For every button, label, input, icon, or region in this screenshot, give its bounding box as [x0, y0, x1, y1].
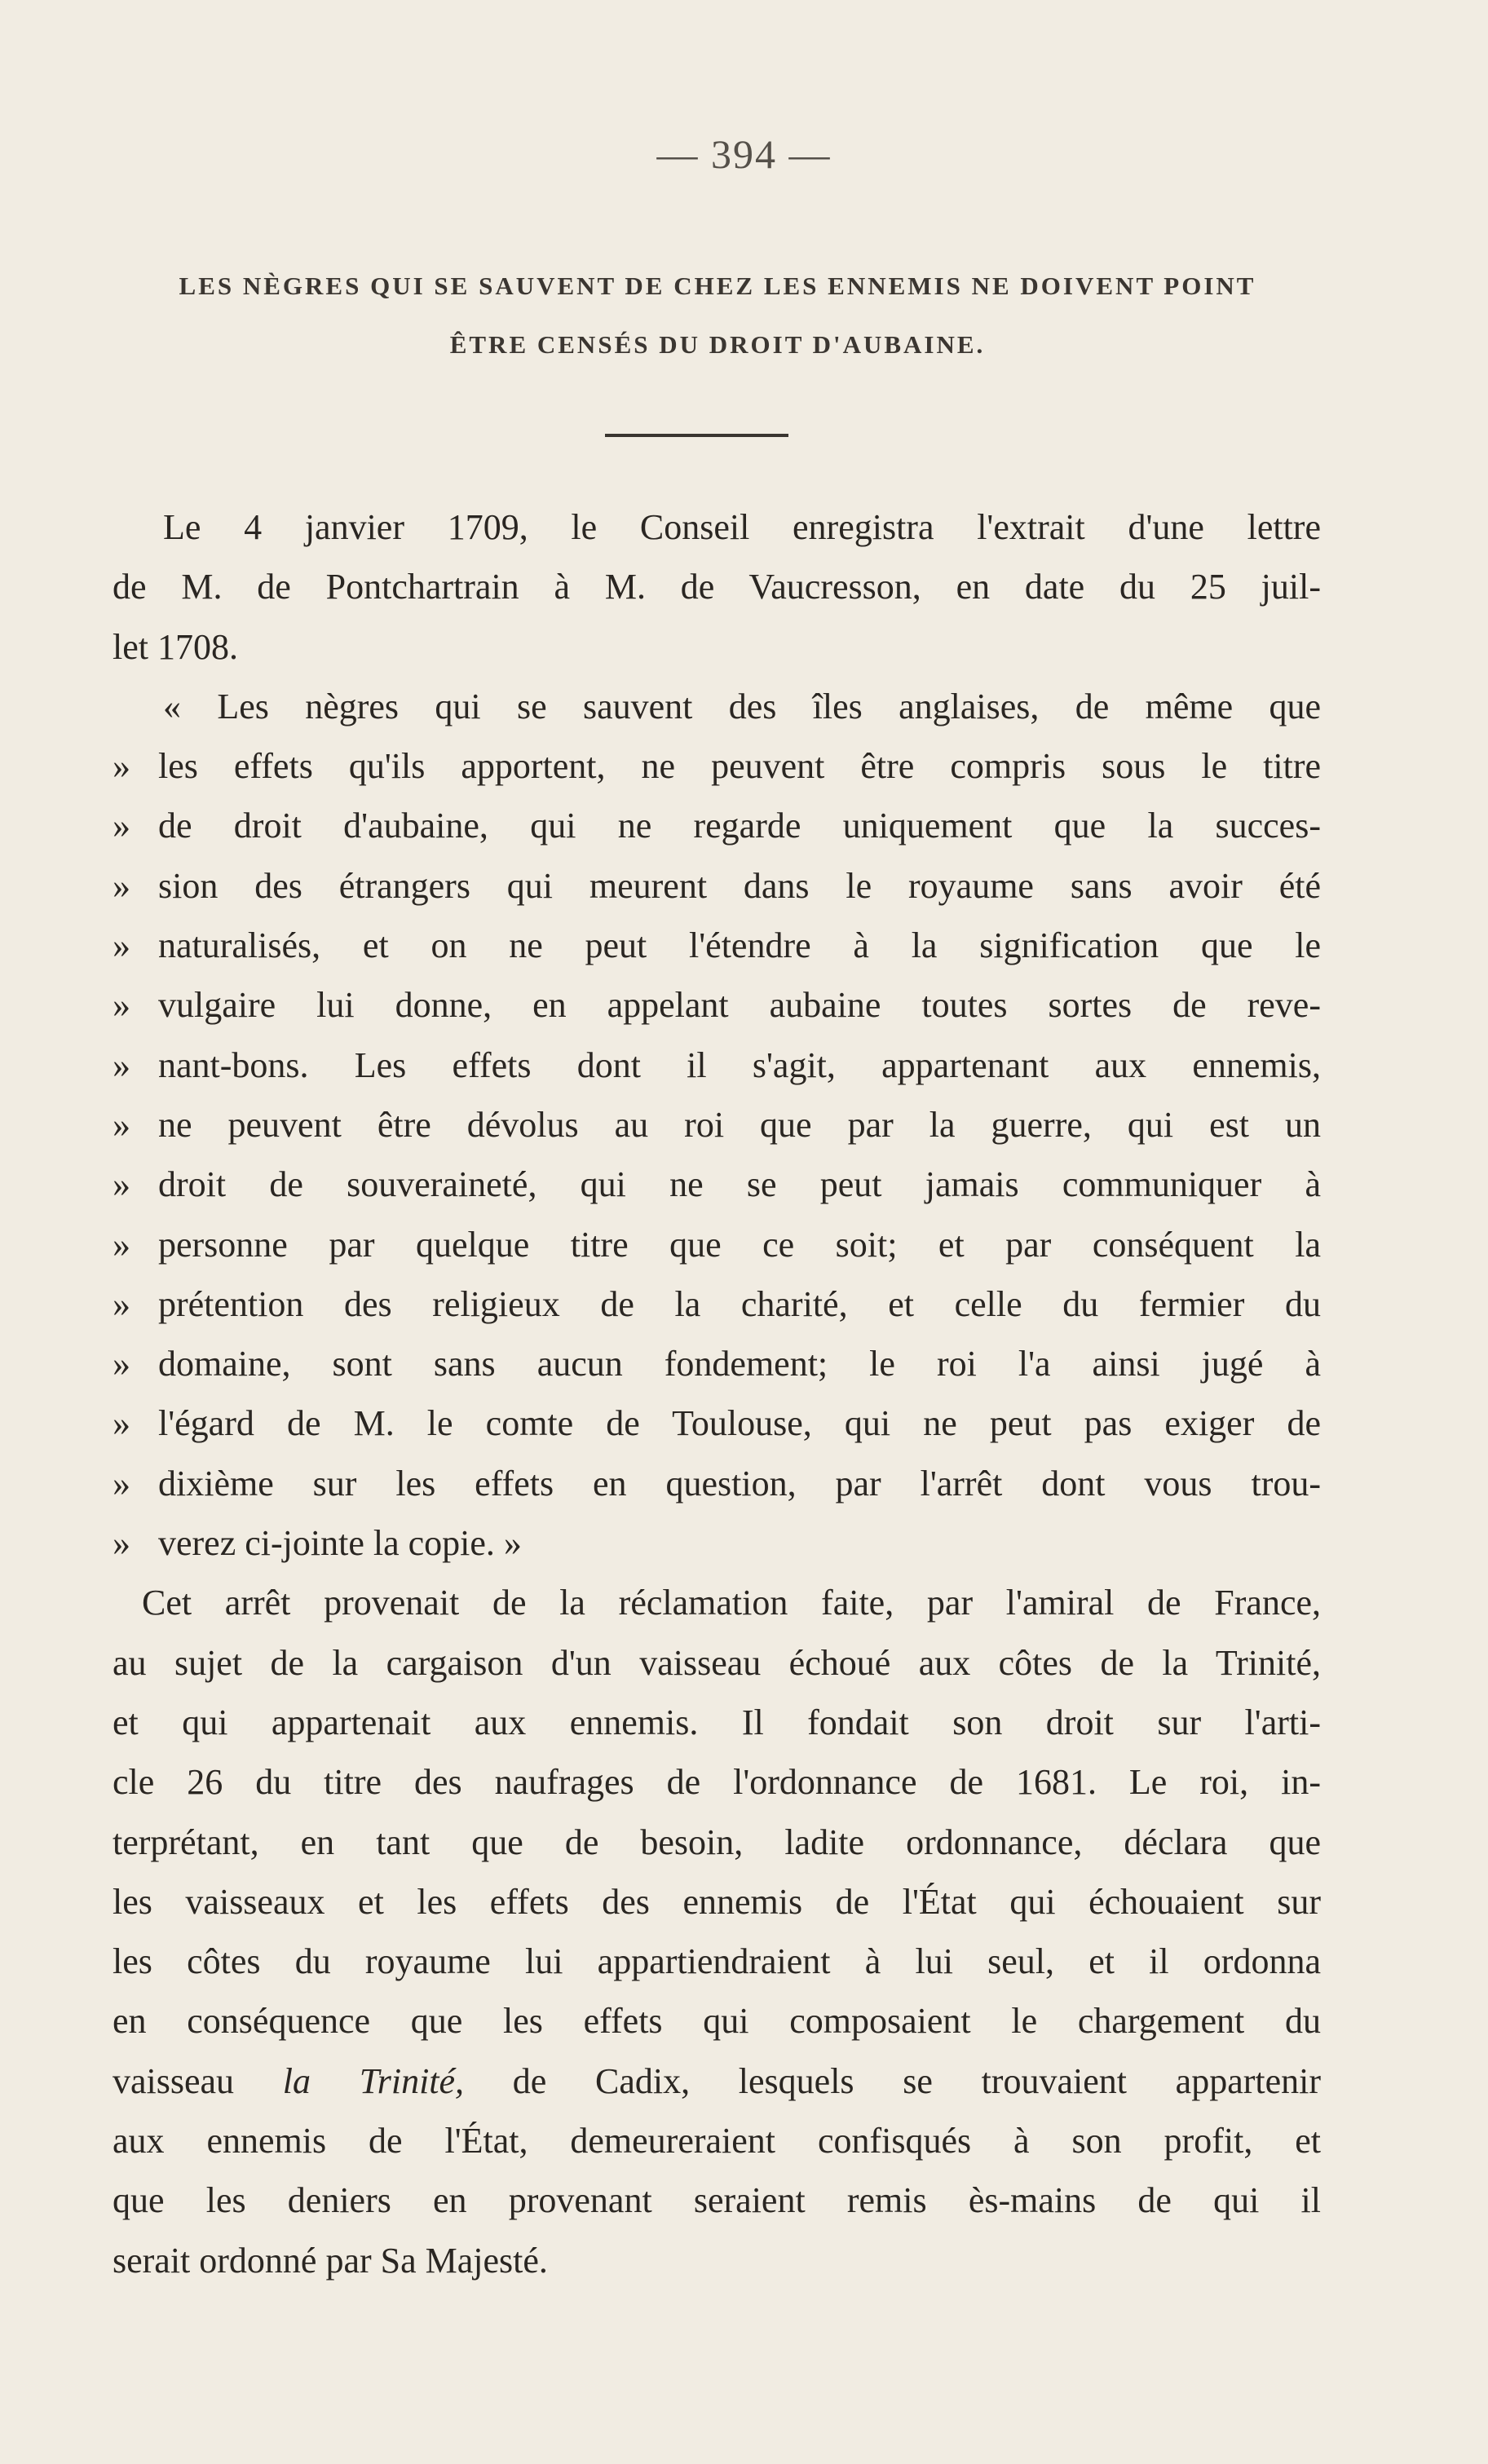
text-line: les côtes du royaume lui appartiendraient à lui seul, et il ordonna — [113, 1941, 1321, 1982]
quote-line — [113, 1513, 1321, 1573]
heading-line: LES NÈGRES QUI SE SAUVENT DE CHEZ LES ENNEMIS NE DOIVENT POINT — [179, 272, 1256, 300]
text-line: let 1708. — [113, 626, 238, 667]
text-line: en conséquence que les effets qui composaient le chargement du — [113, 2001, 1321, 2042]
guillemet-mark: » — [113, 1344, 130, 1384]
quote-line — [113, 856, 1321, 916]
text-line: aux ennemis de l'État, demeureraient confisqués à son profit, et — [113, 2121, 1321, 2162]
quote-text: vulgaire lui donne, en appelant aubaine toutes sortes de reve- — [158, 985, 1321, 1026]
quote-text: personne par quelque titre que ce soit; et par conséquent la — [158, 1224, 1321, 1265]
text-run: vaisseau — [113, 2060, 283, 2101]
quote-text: ne peuvent être dévolus au roi que par la guerre, qui est un — [158, 1104, 1321, 1145]
paragraph-quotation — [113, 677, 1321, 1573]
quote-text: naturalisés, et on ne peut l'étendre à la signification que le — [158, 925, 1321, 966]
quote-text: verez ci-jointe la copie. » — [158, 1523, 522, 1564]
guillemet-mark: » — [113, 1104, 130, 1145]
quote-line — [113, 796, 1321, 855]
guillemet-mark: » — [113, 806, 130, 846]
paragraph-decree — [113, 1573, 1321, 2290]
text-line: « Les nègres qui se sauvent des îles anglaises, de même que — [163, 686, 1321, 726]
text-line: de M. de Pontchartrain à M. de Vaucresson, en date du 25 juil- — [113, 567, 1321, 607]
paragraph-intro — [113, 497, 1321, 677]
text-line: Cet arrêt provenait de la réclamation faite, par l'amiral de France, — [142, 1583, 1321, 1623]
text-line: au sujet de la cargaison d'un vaisseau échoué aux côtes de la Trinité, — [113, 1642, 1321, 1683]
ship-name: la Trinité, — [282, 2060, 465, 2101]
quote-line — [113, 1095, 1321, 1155]
quote-line — [113, 1035, 1321, 1095]
guillemet-mark: » — [113, 925, 130, 966]
quote-text: nant-bons. Les effets dont il s'agit, appartenant aux ennemis, — [158, 1044, 1321, 1085]
text-line: les vaisseaux et les effets des ennemis de l'État qui échouaient sur — [113, 1881, 1321, 1922]
text-line: que les deniers en provenant seraient remis ès-mains de qui il — [113, 2180, 1321, 2221]
text-line: serait ordonné par Sa Majesté. — [113, 2240, 548, 2281]
guillemet-mark: » — [113, 985, 130, 1026]
guillemet-mark: » — [113, 746, 130, 787]
quote-line — [113, 736, 1321, 796]
quote-line — [113, 1454, 1321, 1513]
guillemet-mark: » — [113, 1463, 130, 1504]
quote-line — [113, 916, 1321, 975]
quote-line — [113, 975, 1321, 1035]
quote-text: droit de souveraineté, qui ne se peut jamais communiquer à — [158, 1164, 1321, 1205]
guillemet-mark: » — [113, 1283, 130, 1324]
text-line — [113, 2051, 1321, 2111]
quote-line — [113, 1334, 1321, 1393]
text-line: et qui appartenait aux ennemis. Il fondait son droit sur l'arti- — [113, 1702, 1321, 1742]
quote-text: dixième sur les effets en question, par l'arrêt dont vous trou- — [158, 1463, 1321, 1504]
guillemet-mark: » — [113, 865, 130, 906]
quote-text: de droit d'aubaine, qui ne regarde uniquement que la succes- — [158, 806, 1321, 846]
quote-line — [113, 1274, 1321, 1334]
quote-text: l'égard de M. le comte de Toulouse, qui ne peut pas exiger de — [158, 1403, 1321, 1444]
section-heading — [114, 257, 1321, 374]
text-run: de Cadix, lesquels se trouvaient appartenir — [464, 2060, 1322, 2101]
text-line: terprétant, en tant que de besoin, ladite ordonnance, déclara que — [113, 1822, 1321, 1862]
text-line: Le 4 janvier 1709, le Conseil enregistra l'extrait d'une lettre — [163, 507, 1321, 547]
text-line: cle 26 du titre des naufrages de l'ordonnance de 1681. Le roi, in- — [113, 1762, 1321, 1803]
body-text — [113, 497, 1321, 2290]
guillemet-mark: » — [113, 1164, 130, 1205]
guillemet-mark: » — [113, 1403, 130, 1444]
quote-text: prétention des religieux de la charité, et celle du fermier du — [158, 1283, 1321, 1324]
heading-line: ÊTRE CENSÉS DU DROIT D'AUBAINE. — [449, 330, 986, 359]
quote-line — [113, 1215, 1321, 1274]
separator-rule — [605, 434, 788, 437]
quote-text: domaine, sont sans aucun fondement; le roi l'a ainsi jugé à — [158, 1344, 1321, 1384]
guillemet-mark: » — [113, 1224, 130, 1265]
guillemet-mark: » — [113, 1523, 130, 1564]
quote-text: sion des étrangers qui meurent dans le royaume sans avoir été — [158, 865, 1321, 906]
quote-text: les effets qu'ils apportent, ne peuvent être compris sous le titre — [158, 746, 1321, 787]
quote-line — [113, 1155, 1321, 1214]
page-number: — 394 — — [656, 131, 832, 177]
quote-line — [113, 1393, 1321, 1453]
guillemet-mark: » — [113, 1044, 130, 1085]
